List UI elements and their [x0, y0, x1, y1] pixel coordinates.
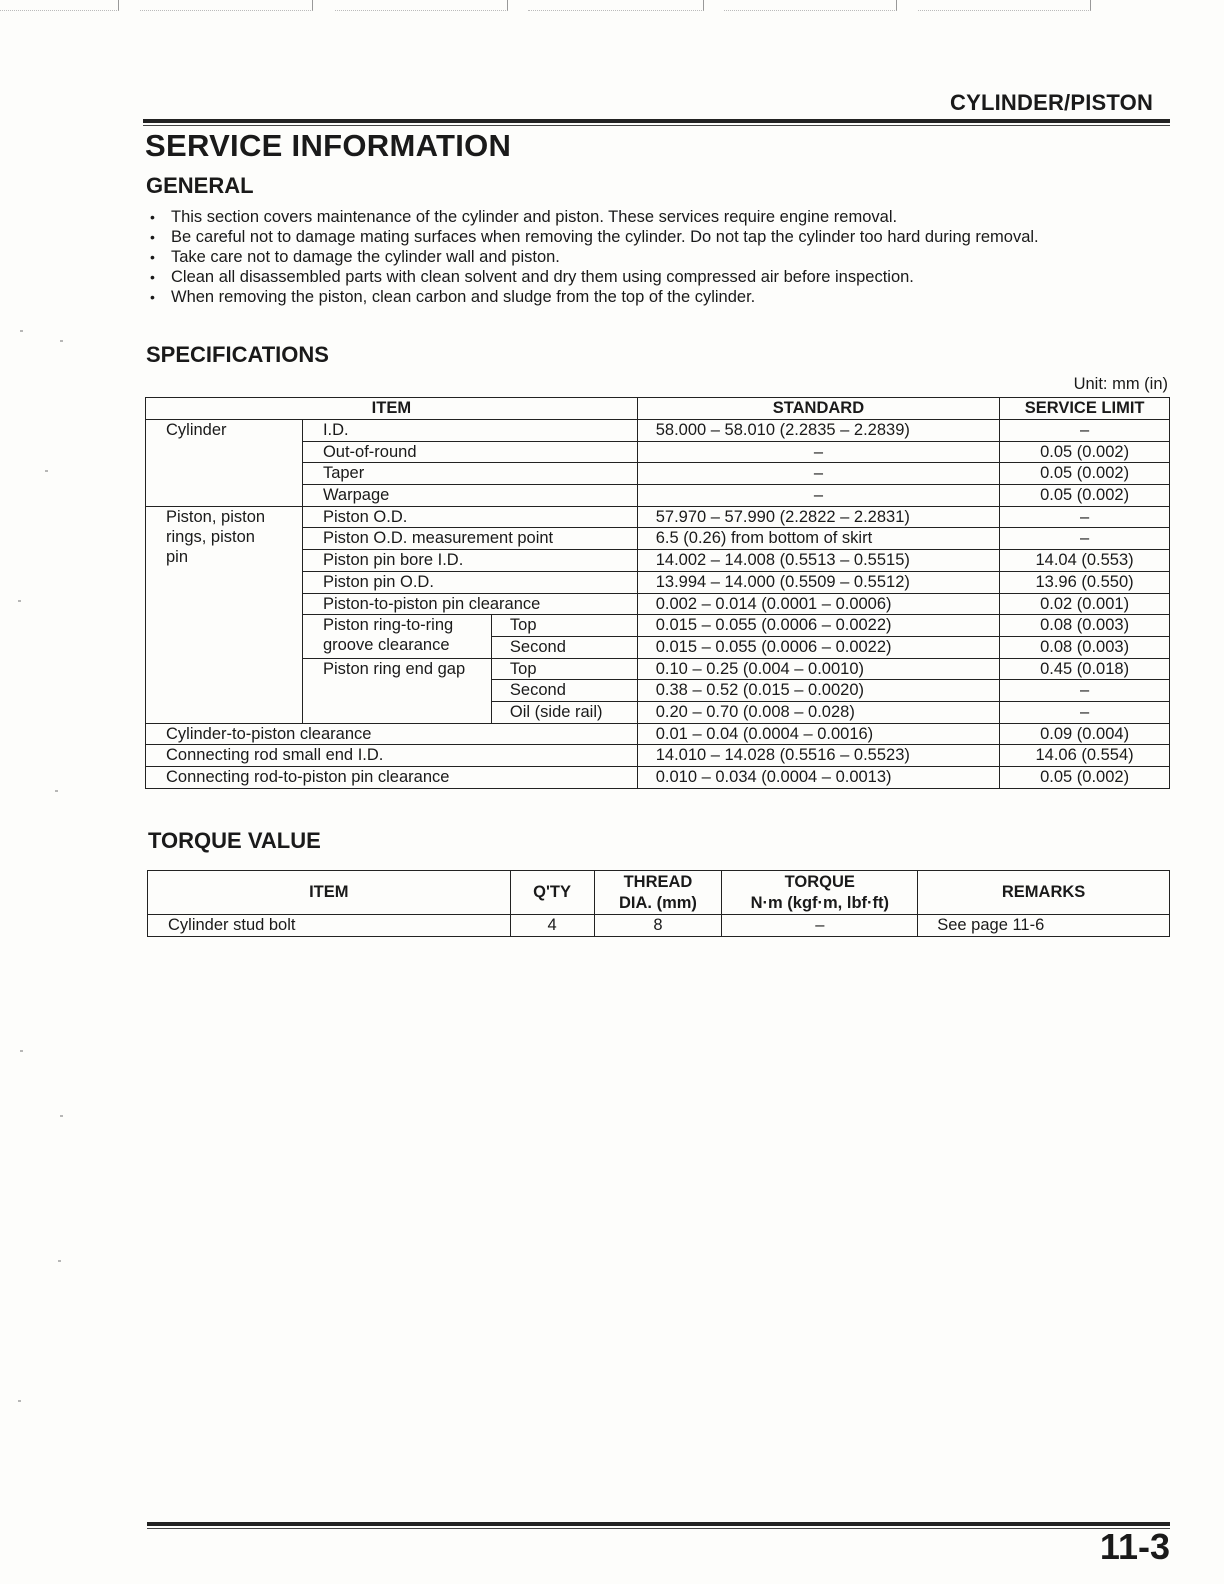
specifications-heading: SPECIFICATIONS — [146, 342, 329, 367]
header-thread-line2: DIA. (mm) — [618, 893, 697, 912]
limit-cell: 13.96 (0.550) — [1000, 571, 1170, 593]
standard-cell: 0.010 – 0.034 (0.0004 – 0.0013) — [637, 767, 999, 789]
standard-cell: 13.994 – 14.000 (0.5509 – 0.5512) — [637, 571, 999, 593]
standard-cell: – — [637, 441, 999, 463]
sub-item-cell: Second — [491, 680, 637, 702]
header-torque — [722, 871, 918, 915]
header-item: ITEM — [148, 871, 511, 915]
bullet-item: • Clean all disassembled parts with clean solvent and dry them using compressed air before inspection. — [148, 267, 1168, 287]
standard-cell: – — [637, 485, 999, 507]
header-standard: STANDARD — [637, 398, 999, 420]
item-ring-groove-label: Piston ring-to-ring groove clearance — [322, 616, 454, 655]
item-cell: Piston-to-piston pin clearance — [302, 593, 637, 615]
limit-cell: – — [1000, 528, 1170, 550]
header-item: ITEM — [146, 398, 638, 420]
group-piston-label: Piston, piston rings, piston pin — [166, 507, 266, 566]
table-row — [146, 723, 1170, 745]
unit-label: Unit: mm (in) — [1073, 375, 1168, 393]
item-cell: Out-of-round — [302, 441, 637, 463]
limit-cell: 0.05 (0.002) — [1000, 463, 1170, 485]
general-bullet-list — [148, 207, 1168, 307]
header-torque-line2: N·m (kgf·m, lbf·ft) — [750, 893, 889, 912]
item-cell: Piston ring end gap — [302, 658, 491, 723]
item-cell: Piston pin O.D. — [302, 571, 637, 593]
bullet-item: • This section covers maintenance of the cylinder and piston. These services require engine removal. — [148, 207, 1168, 227]
table-row — [146, 506, 1170, 528]
torque-item-cell: Cylinder stud bolt — [148, 915, 511, 937]
bullet-item: • When removing the piston, clean carbon and sludge from the top of the cylinder. — [148, 287, 1168, 307]
footer-rule — [147, 1522, 1170, 1526]
standard-cell: 0.20 – 0.70 (0.008 – 0.028) — [637, 701, 999, 723]
item-cell: Cylinder-to-piston clearance — [146, 723, 638, 745]
table-row — [146, 420, 1170, 442]
limit-cell: – — [1000, 701, 1170, 723]
standard-cell: 0.002 – 0.014 (0.0001 – 0.0006) — [637, 593, 999, 615]
header-service-limit: SERVICE LIMIT — [1000, 398, 1170, 420]
page-number: 11-3 — [1099, 1526, 1170, 1567]
standard-cell: 14.010 – 14.028 (0.5516 – 0.5523) — [637, 745, 999, 767]
header-rule — [143, 119, 1170, 123]
standard-cell: 6.5 (0.26) from bottom of skirt — [637, 528, 999, 550]
torque-value-cell: – — [722, 915, 918, 937]
table-row — [148, 915, 1170, 937]
standard-cell: 14.002 – 14.008 (0.5513 – 0.5515) — [637, 550, 999, 572]
header-remarks: REMARKS — [918, 871, 1170, 915]
standard-cell: 0.015 – 0.055 (0.0006 – 0.0022) — [637, 615, 999, 637]
group-cylinder: Cylinder — [146, 420, 303, 507]
table-header-row — [146, 398, 1170, 420]
torque-qty-cell: 4 — [510, 915, 594, 937]
standard-cell: 0.10 – 0.25 (0.004 – 0.0010) — [637, 658, 999, 680]
item-cell: Piston O.D. — [302, 506, 637, 528]
limit-cell: 0.05 (0.002) — [1000, 767, 1170, 789]
limit-cell: 0.05 (0.002) — [1000, 485, 1170, 507]
limit-cell: 0.08 (0.003) — [1000, 615, 1170, 637]
page-title: SERVICE INFORMATION — [145, 128, 512, 163]
header-thread — [594, 871, 722, 915]
section-header: CYLINDER/PISTON — [950, 90, 1154, 115]
standard-cell: 0.38 – 0.52 (0.015 – 0.0020) — [637, 680, 999, 702]
bullet-item: • Be careful not to damage mating surfaces when removing the cylinder. Do not tap the cylinder too hard during removal. — [148, 227, 1168, 247]
table-row — [146, 745, 1170, 767]
limit-cell: 0.08 (0.003) — [1000, 636, 1170, 658]
item-cell: Piston pin bore I.D. — [302, 550, 637, 572]
table-row — [146, 767, 1170, 789]
group-piston — [146, 506, 303, 723]
item-cell: Connecting rod-to-piston pin clearance — [146, 767, 638, 789]
scan-top-edge — [0, 0, 1224, 14]
sub-item-cell: Top — [491, 658, 637, 680]
sub-item-cell: Second — [491, 636, 637, 658]
limit-cell: 14.04 (0.553) — [1000, 550, 1170, 572]
standard-cell: 0.01 – 0.04 (0.0004 – 0.0016) — [637, 723, 999, 745]
limit-cell: – — [1000, 506, 1170, 528]
torque-table — [147, 870, 1170, 937]
header-qty: Q'TY — [510, 871, 594, 915]
limit-cell: 0.05 (0.002) — [1000, 441, 1170, 463]
item-cell: I.D. — [302, 420, 637, 442]
limit-cell: 14.06 (0.554) — [1000, 745, 1170, 767]
header-rule-thin — [143, 125, 1170, 126]
header-torque-line1: TORQUE — [784, 872, 855, 891]
limit-cell: – — [1000, 420, 1170, 442]
footer-rule-thin — [147, 1528, 1170, 1529]
item-cell: Connecting rod small end I.D. — [146, 745, 638, 767]
header-thread-line1: THREAD — [623, 872, 693, 891]
torque-remarks-cell: See page 11-6 — [918, 915, 1170, 937]
table-header-row — [148, 871, 1170, 915]
standard-cell: 0.015 – 0.055 (0.0006 – 0.0022) — [637, 636, 999, 658]
standard-cell: 58.000 – 58.010 (2.2835 – 2.2839) — [637, 420, 999, 442]
item-cell — [302, 615, 491, 658]
limit-cell: – — [1000, 680, 1170, 702]
specifications-table — [145, 397, 1170, 789]
item-cell: Piston O.D. measurement point — [302, 528, 637, 550]
bullet-item: • Take care not to damage the cylinder wall and piston. — [148, 247, 1168, 267]
standard-cell: – — [637, 463, 999, 485]
sub-item-cell: Top — [491, 615, 637, 637]
general-heading: GENERAL — [146, 173, 254, 198]
torque-heading: TORQUE VALUE — [148, 828, 321, 853]
standard-cell: 57.970 – 57.990 (2.2822 – 2.2831) — [637, 506, 999, 528]
torque-thread-cell: 8 — [594, 915, 722, 937]
item-cell: Warpage — [302, 485, 637, 507]
item-cell: Taper — [302, 463, 637, 485]
sub-item-cell: Oil (side rail) — [491, 701, 637, 723]
limit-cell: 0.09 (0.004) — [1000, 723, 1170, 745]
limit-cell: 0.02 (0.001) — [1000, 593, 1170, 615]
limit-cell: 0.45 (0.018) — [1000, 658, 1170, 680]
